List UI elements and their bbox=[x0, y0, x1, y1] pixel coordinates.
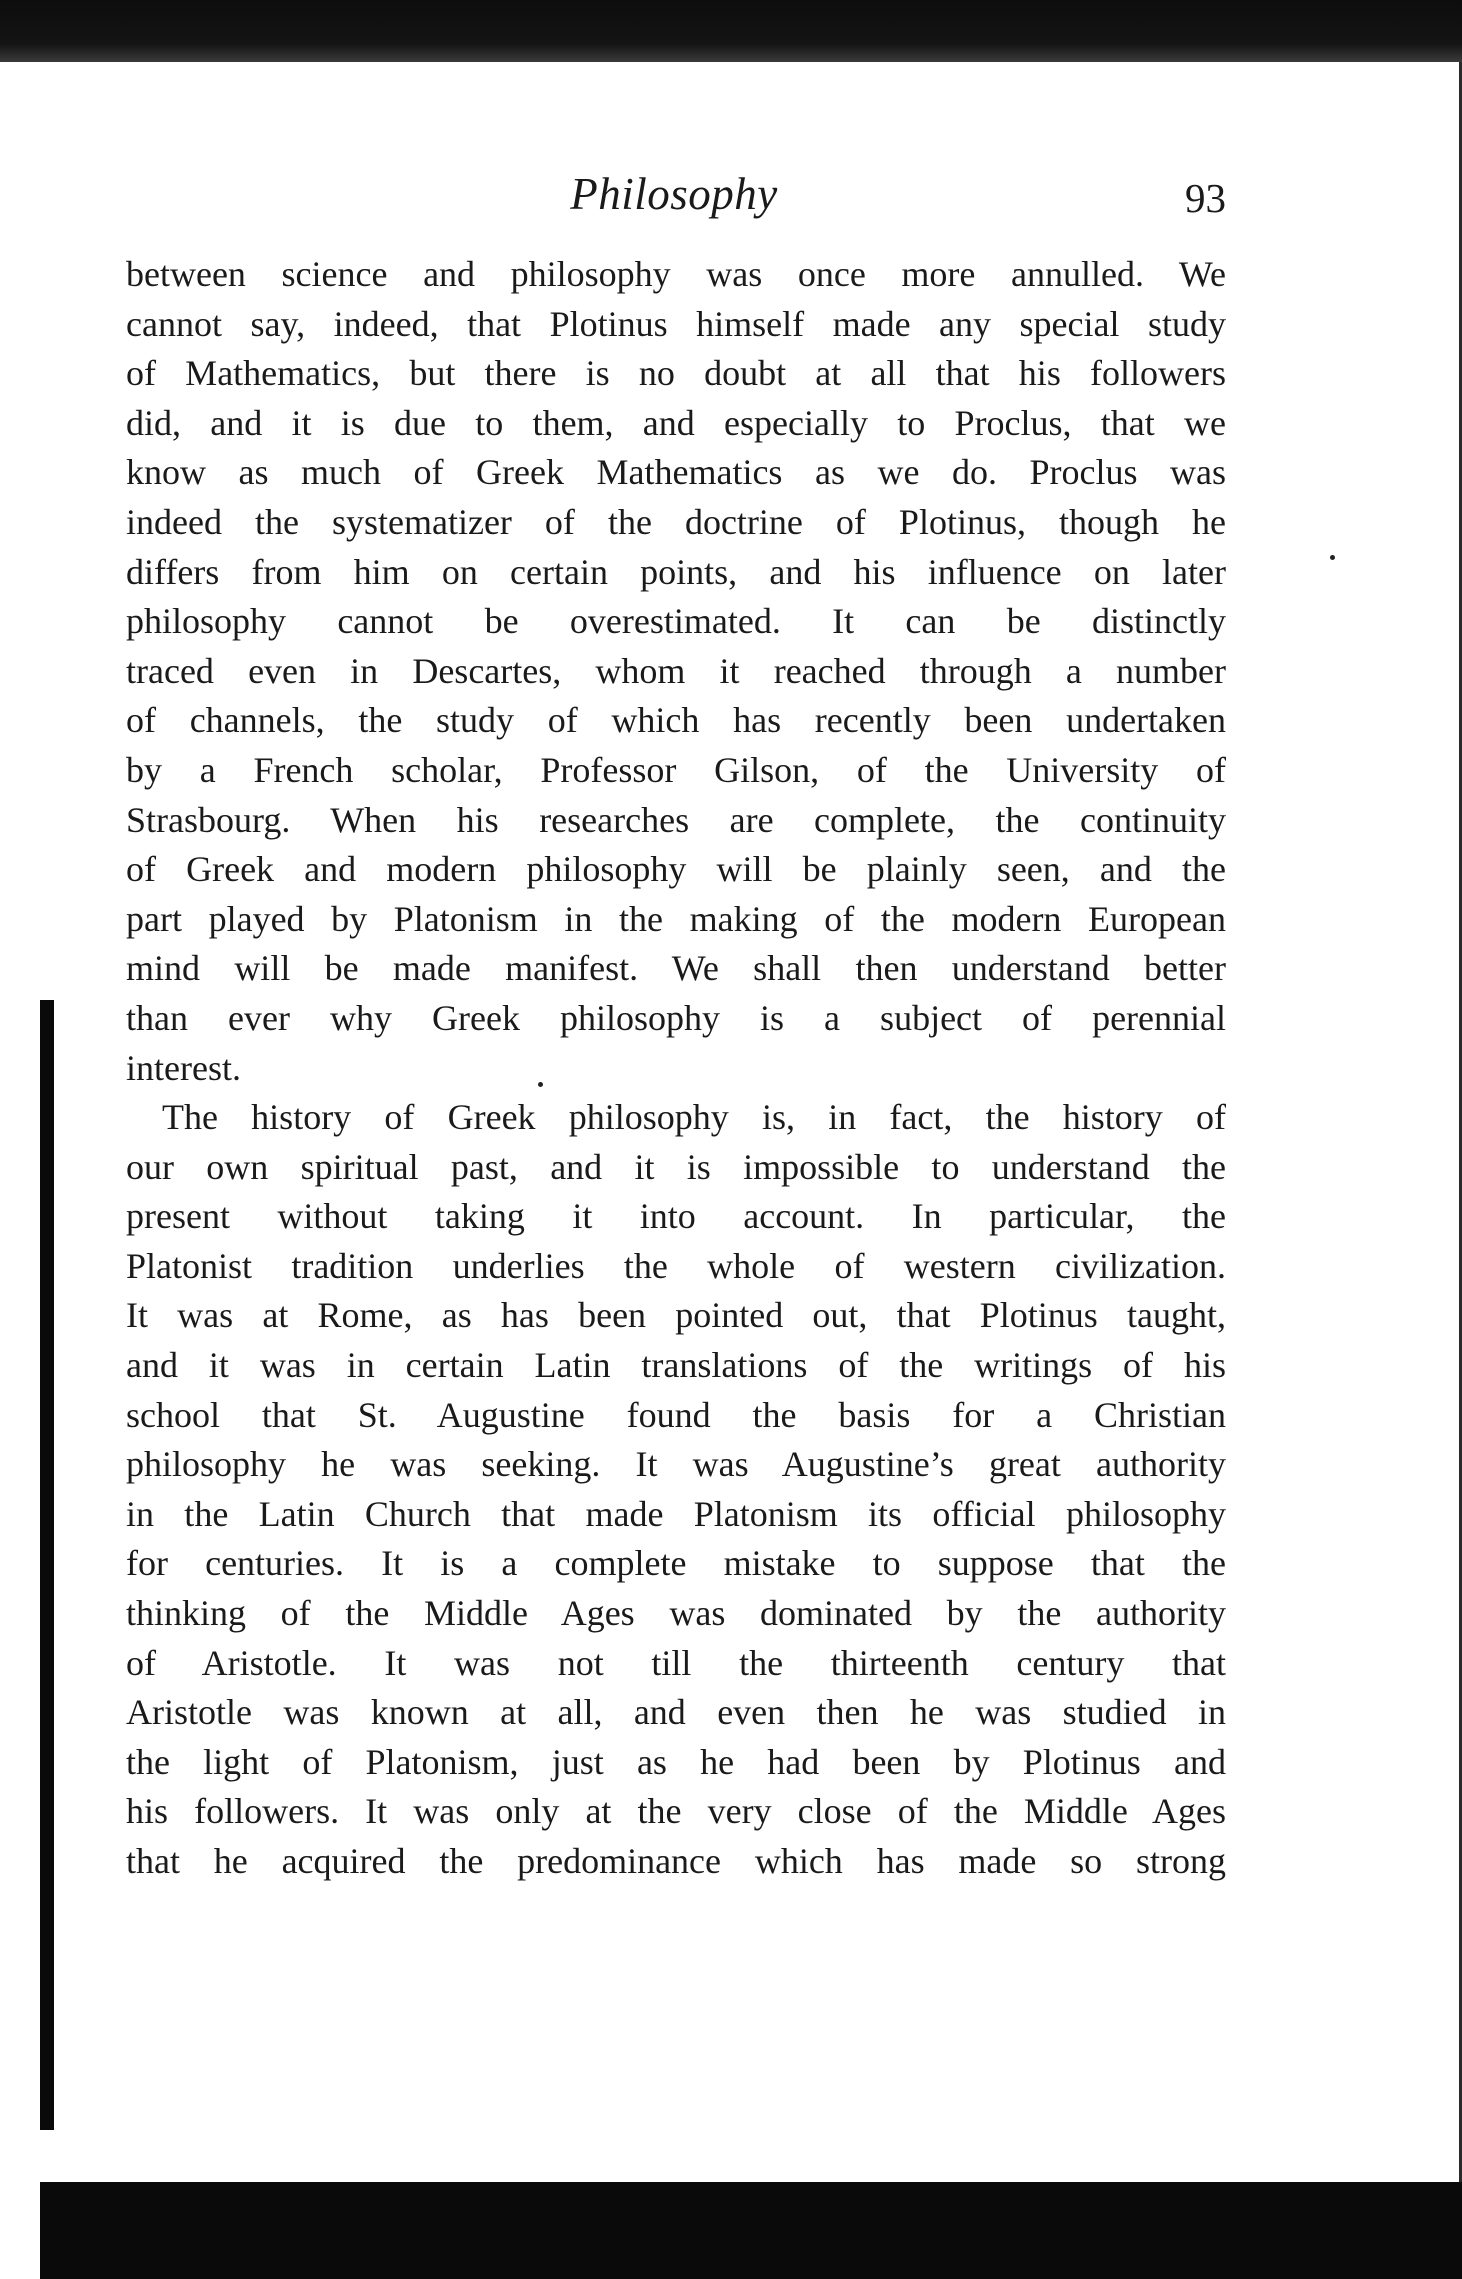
text-line: between science and philosophy was once more annulled. We bbox=[126, 254, 1226, 294]
text-line: our own spiritual past, and it is impossible to understand the bbox=[126, 1146, 1226, 1187]
text-line: of Aristotle. It was not till the thirteenth century that bbox=[126, 1642, 1226, 1683]
running-head bbox=[122, 168, 1226, 238]
text-line: that he acquired the predominance which has made so strong bbox=[126, 1841, 1226, 1881]
text-line: Platonist tradition underlies the whole of western civilization. bbox=[126, 1245, 1226, 1286]
text-line: of channels, the study of which has recently been undertaken bbox=[126, 700, 1226, 741]
text-line: know as much of Greek Mathematics as we do. Proclus was bbox=[126, 452, 1226, 493]
scan-bottom-border bbox=[40, 2182, 1462, 2279]
text-line: indeed the systematizer of the doctrine of Plotinus, though he bbox=[126, 501, 1226, 542]
text-line: present without taking it into account. In particular, the bbox=[126, 1196, 1226, 1237]
text-line: interest. bbox=[126, 1047, 241, 1088]
text-line: mind will be made manifest. We shall then understand better bbox=[126, 948, 1226, 989]
scan-top-border bbox=[0, 0, 1462, 62]
text-line: and it was in certain Latin translations of the writings of his bbox=[126, 1345, 1226, 1386]
text-line: school that St. Augustine found the basis for a Christian bbox=[126, 1394, 1226, 1435]
text-line: of Mathematics, but there is no doubt at all that his followers bbox=[126, 353, 1226, 394]
text-line: did, and it is due to them, and especially to Proclus, that we bbox=[126, 402, 1226, 443]
text-line: of Greek and modern philosophy will be plainly seen, and the bbox=[126, 849, 1226, 890]
text-line: part played by Platonism in the making of the modern European bbox=[126, 898, 1226, 939]
text-line: philosophy cannot be overestimated. It can be distinctly bbox=[126, 601, 1226, 642]
text-line: in the Latin Church that made Platonism its official philosophy bbox=[126, 1493, 1226, 1534]
text-line: Strasbourg. When his researches are complete, the continuity bbox=[126, 799, 1226, 840]
text-line: It was at Rome, as has been pointed out, that Plotinus taught, bbox=[126, 1295, 1226, 1336]
text-line: his followers. It was only at the very close of the Middle Ages bbox=[126, 1791, 1226, 1832]
text-line: for centuries. It is a complete mistake to suppose that the bbox=[126, 1543, 1226, 1584]
text-line: differs from him on certain points, and his influence on later bbox=[126, 551, 1226, 592]
text-line: The history of Greek philosophy is, in fact, the history of bbox=[162, 1097, 1226, 1138]
body-text bbox=[126, 250, 1226, 1887]
scan-left-border bbox=[40, 1000, 54, 2130]
text-line: philosophy he was seeking. It was Augustine’s great authority bbox=[126, 1444, 1226, 1485]
text-line: thinking of the Middle Ages was dominated by the authority bbox=[126, 1593, 1226, 1634]
text-line: cannot say, indeed, that Plotinus himself made any special study bbox=[126, 303, 1226, 344]
text-line: than ever why Greek philosophy is a subject of perennial bbox=[126, 997, 1226, 1038]
text-line: Aristotle was known at all, and even then he was studied in bbox=[126, 1692, 1226, 1733]
page-number: 93 bbox=[1185, 175, 1226, 221]
running-title: Philosophy bbox=[570, 169, 778, 219]
text-line: by a French scholar, Professor Gilson, of the University of bbox=[126, 749, 1226, 790]
stray-ink-mark bbox=[1330, 555, 1335, 560]
text-line: traced even in Descartes, whom it reached through a number bbox=[126, 650, 1226, 691]
text-line: the light of Platonism, just as he had been by Plotinus and bbox=[126, 1741, 1226, 1782]
